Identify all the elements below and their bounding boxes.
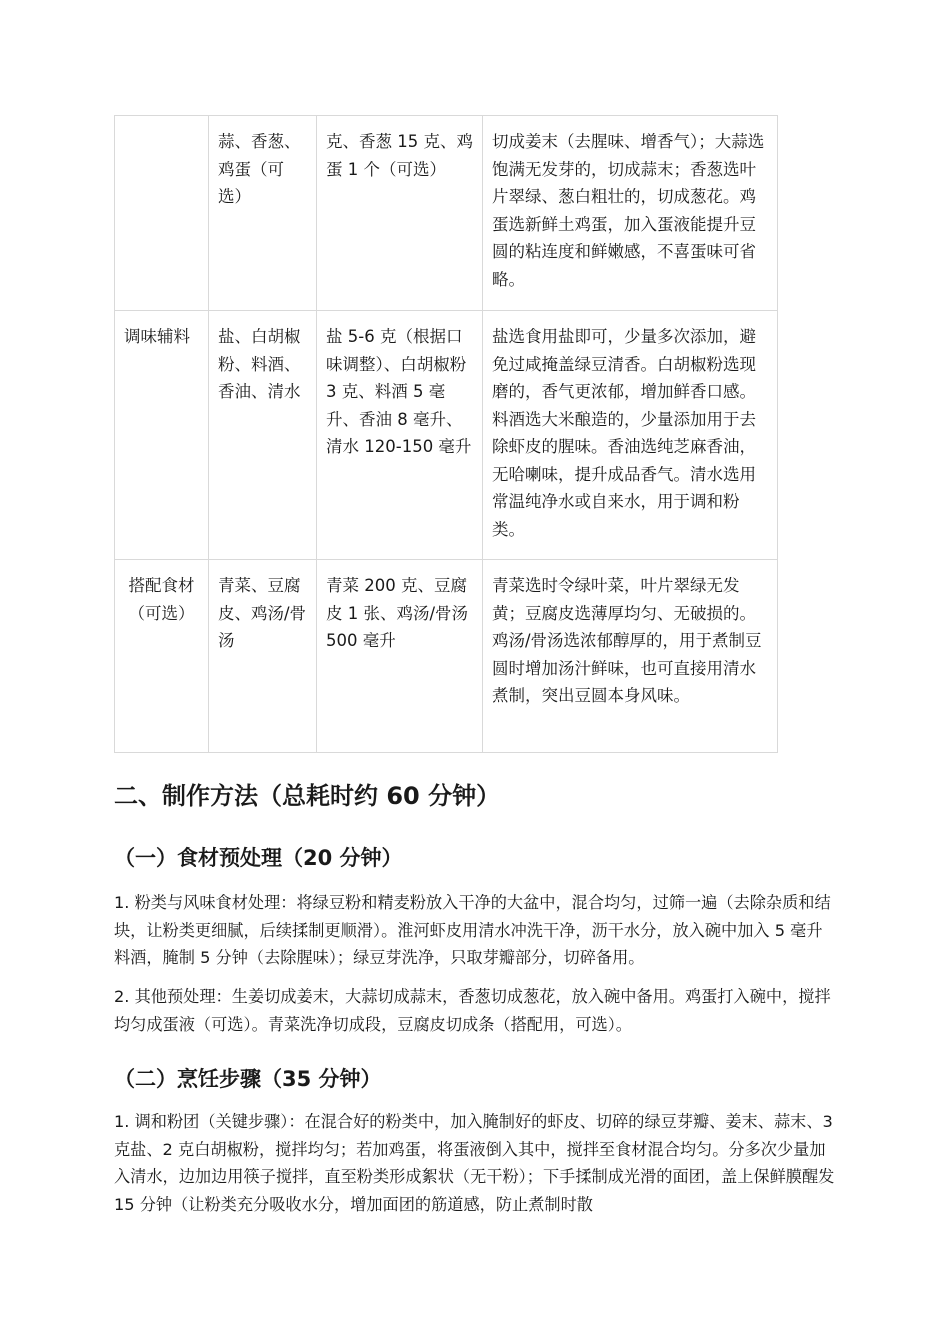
amount-cell: 盐 5-6 克（根据口味调整）、白胡椒粉 3 克、料酒 5 毫升、香油 8 毫升、清水 120-150 毫升 [317,311,483,560]
notes-cell: 青菜选时令绿叶菜，叶片翠绿无发黄；豆腐皮选薄厚均匀、无破损的。鸡汤/骨汤选浓郁醇厚的，用于煮制豆圆时增加汤汁鲜味，也可直接用清水煮制，突出豆圆本身风味。 [483,560,778,753]
ingredients-cell: 蒜、香葱、鸡蛋（可选） [209,116,317,311]
amount-cell: 青菜 200 克、豆腐皮 1 张、鸡汤/骨汤 500 毫升 [317,560,483,753]
step-paragraph: 1. 粉类与风味食材处理：将绿豆粉和精麦粉放入干净的大盆中，混合均匀，过筛一遍（去除杂质和结块，让粉类更细腻，后续揉制更顺滑）。淮河虾皮用清水冲洗干净，沥干水分，放入碗中加入 5 毫升料酒，腌制 5 分钟（去除腥味）；绿豆芽洗净，只取芽瓣部分，切碎备用。 [114,893,831,968]
step-paragraph: 2. 其他预处理：生姜切成姜末，大蒜切成蒜末，香葱切成葱花，放入碗中备用。鸡蛋打入碗中，搅拌均匀成蛋液（可选）。青菜洗净切成段，豆腐皮切成条（搭配用，可选）。 [114,987,831,1034]
subsection-title-cooking: （二）烹饪步骤（35 分钟） [114,1067,382,1091]
category-cell: 搭配食材（可选） [115,560,209,753]
category-cell: 调味辅料 [115,311,209,560]
ingredients-table [114,115,778,753]
ingredients-cell: 青菜、豆腐皮、鸡汤/骨汤 [209,560,317,753]
table-row [115,311,778,560]
step-paragraph: 1. 调和粉团（关键步骤）：在混合好的粉类中，加入腌制好的虾皮、切碎的绿豆芽瓣、姜末、蒜末、3 克盐、2 克白胡椒粉，搅拌均匀；若加鸡蛋，将蛋液倒入其中，搅拌至食材混合均匀。分多次少量加入清水，边加边用筷子搅拌，直至粉类形成絮状（无干粉）；下手揉制成光滑的面团，盖上保鲜膜醒发 15 分钟（让粉类充分吸收水分，增加面团的筋道感，防止煮制时散 [114,1112,835,1214]
notes-cell: 切成姜末（去腥味、增香气）；大蒜选饱满无发芽的，切成蒜末；香葱选叶片翠绿、葱白粗壮的，切成葱花。鸡蛋选新鲜土鸡蛋，加入蛋液能提升豆圆的粘连度和鲜嫩感，不喜蛋味可省略。 [483,116,778,311]
category-cell [115,116,209,311]
notes-cell: 盐选食用盐即可，少量多次添加，避免过咸掩盖绿豆清香。白胡椒粉选现磨的，香气更浓郁，增加鲜香口感。料酒选大米酿造的，少量添加用于去除虾皮的腥味。香油选纯芝麻香油，无哈喇味，提升成品香气。清水选用常温纯净水或自来水，用于调和粉类。 [483,311,778,560]
table-row [115,560,778,753]
subsection-title-preprocessing: （一）食材预处理（20 分钟） [114,846,403,870]
ingredients-cell: 盐、白胡椒粉、料酒、香油、清水 [209,311,317,560]
section-title: 二、制作方法（总耗时约 60 分钟） [114,782,501,810]
amount-cell: 克、香葱 15 克、鸡蛋 1 个（可选） [317,116,483,311]
table-row [115,116,778,311]
